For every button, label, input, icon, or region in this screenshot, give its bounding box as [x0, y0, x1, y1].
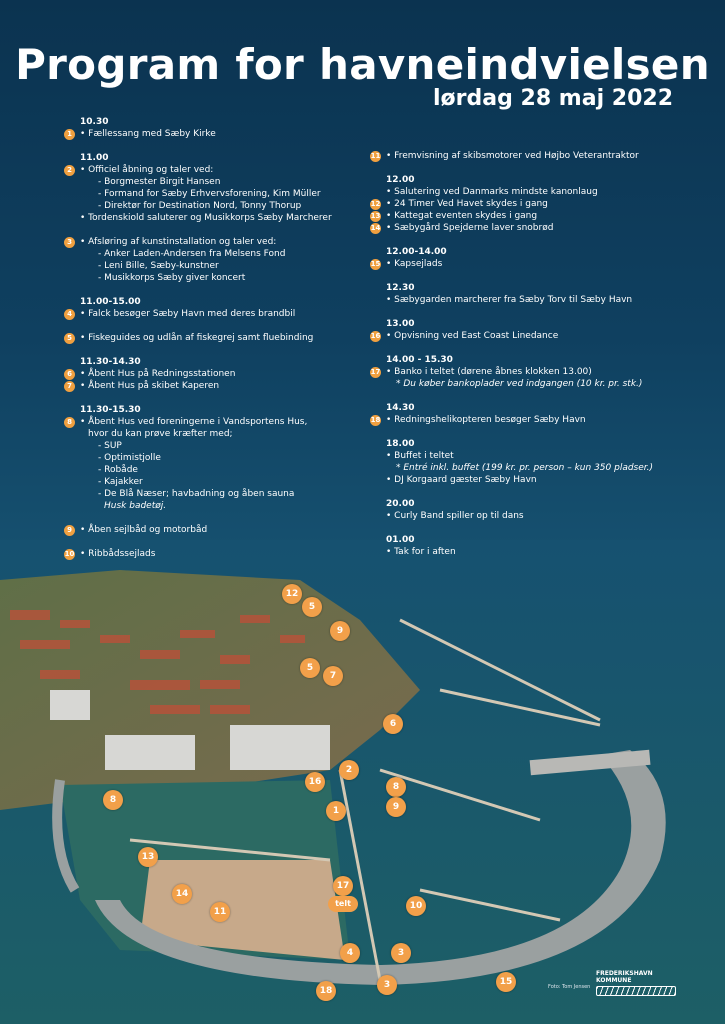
- program-block: [370, 438, 690, 486]
- speaker: - Anker Laden-Andersen fra Melsens Fond: [98, 249, 286, 259]
- event-row: [370, 258, 690, 270]
- event-row: [370, 510, 690, 522]
- event-text: • Kattegat eventen skydes i gang: [386, 211, 538, 221]
- event-row: [370, 414, 690, 426]
- event-text: • Sæbygård Spejderne laver snobrød: [386, 223, 554, 233]
- number-badge: 9: [64, 525, 75, 536]
- number-badge: 11: [370, 151, 381, 160]
- map-marker: 3: [377, 975, 397, 995]
- program-block: [370, 174, 690, 234]
- number-badge: 12: [370, 199, 381, 208]
- event-time: 11.30-15.30: [80, 405, 141, 415]
- event-row: [370, 150, 690, 162]
- map-marker: 12: [282, 584, 302, 604]
- number-badge: 3: [64, 237, 75, 248]
- event-text: • Fællessang med Sæby Kirke: [80, 129, 216, 139]
- map-marker: 8: [103, 790, 123, 810]
- event-row: [370, 198, 690, 210]
- speaker: - Formand for Sæby Erhvervsforening, Kim Müller: [98, 189, 321, 199]
- number-badge: 18: [370, 415, 381, 424]
- program-block: [64, 548, 364, 560]
- speaker: - Direktør for Destination Nord, Tonny Thorup: [98, 201, 302, 211]
- event-text-continued: hvor du kan prøve kræfter med;: [88, 429, 233, 439]
- number-badge: 13: [370, 211, 381, 220]
- event-text: • Fremvisning af skibsmotorer ved Højbo Veterantraktor: [386, 151, 639, 161]
- event-text: • Åbent Hus ved foreningerne i Vandsportens Hus,: [80, 417, 308, 427]
- telt-label: telt: [328, 896, 358, 912]
- event-time: 11.00-15.00: [80, 297, 141, 307]
- map-marker: 18: [316, 981, 336, 1001]
- event-row: [64, 380, 364, 392]
- map-marker: 7: [323, 666, 343, 686]
- harbour-aerial-photo: [0, 540, 725, 1024]
- event-text: • Åben sejlbåd og motorbåd: [80, 525, 208, 535]
- event-text: • Sæbygarden marcherer fra Sæby Torv til Sæby Havn: [386, 295, 633, 305]
- program-block: [64, 296, 364, 320]
- event-row: [370, 186, 690, 198]
- activity: - SUP: [98, 441, 122, 451]
- activity: - Optimistjolle: [98, 453, 161, 463]
- logo-text: FREDERIKSHAVN KOMMUNE: [596, 970, 653, 984]
- number-badge: 14: [370, 223, 381, 232]
- event-text: • Kapsejlads: [386, 259, 443, 269]
- number-badge: 7: [64, 381, 75, 392]
- event-row: [370, 546, 690, 558]
- number-badge: 4: [64, 309, 75, 320]
- number-badge: 2: [64, 165, 75, 176]
- event-row: [64, 164, 364, 176]
- event-row: [64, 416, 364, 428]
- event-row: [64, 128, 364, 140]
- activity: - Robåde: [98, 465, 138, 475]
- event-row: [370, 210, 690, 222]
- event-text: • Salutering ved Danmarks mindste kanonlaug: [386, 187, 598, 197]
- number-badge: 10: [64, 549, 75, 558]
- program-block: [370, 246, 690, 270]
- program-right-column: [370, 150, 690, 570]
- event-row: [64, 236, 364, 248]
- map-marker: 10: [406, 896, 426, 916]
- program-left-column: [64, 116, 364, 572]
- event-note: Husk badetøj.: [104, 501, 167, 511]
- number-badge: 16: [370, 331, 381, 340]
- event-time: 20.00: [386, 499, 415, 509]
- program-block: [64, 332, 364, 344]
- event-text: • Afsløring af kunstinstallation og taler ved:: [80, 237, 277, 247]
- event-text: • DJ Korgaard gæster Sæby Havn: [386, 475, 537, 485]
- map-marker: 1: [326, 801, 346, 821]
- event-row: [64, 308, 364, 320]
- program-block: [64, 404, 364, 512]
- event-row: [64, 368, 364, 380]
- activity: - Kajakker: [98, 477, 143, 487]
- event-row: [64, 332, 364, 344]
- event-row: [370, 450, 690, 462]
- map-marker: 8: [386, 777, 406, 797]
- event-note: * Entré inkl. buffet (199 kr. pr. person – kun 350 pladser.): [396, 463, 654, 473]
- event-row: [370, 366, 690, 378]
- event-time: 11.00: [80, 153, 109, 163]
- map-marker: 14: [172, 884, 192, 904]
- map-marker: 2: [339, 760, 359, 780]
- event-row: [64, 524, 364, 536]
- event-text: • Curly Band spiller op til dans: [386, 511, 524, 521]
- number-badge: 1: [64, 129, 75, 140]
- event-time: 12.30: [386, 283, 415, 293]
- event-text: • 24 Timer Ved Havet skydes i gang: [386, 199, 548, 209]
- event-time: 14.00 - 15.30: [386, 355, 453, 365]
- map-marker: 15: [496, 972, 516, 992]
- number-badge: 17: [370, 367, 381, 376]
- speaker: - Leni Bille, Sæby-kunstner: [98, 261, 219, 271]
- speaker: - Borgmester Birgit Hansen: [98, 177, 221, 187]
- event-row: [370, 222, 690, 234]
- page-subtitle: lørdag 28 maj 2022: [433, 86, 673, 111]
- event-time: 18.00: [386, 439, 415, 449]
- event-time: 13.00: [386, 319, 415, 329]
- program-block: [64, 236, 364, 284]
- event-row: [64, 548, 364, 560]
- map-marker: 9: [330, 621, 350, 641]
- event-row: [370, 294, 690, 306]
- map-marker: 5: [302, 597, 322, 617]
- map-marker: 11: [210, 902, 230, 922]
- event-row: [370, 474, 690, 486]
- event-text: • Opvisning ved East Coast Linedance: [386, 331, 559, 341]
- event-text: • Åbent Hus på skibet Kaperen: [80, 381, 220, 391]
- speaker: - Musikkorps Sæby giver koncert: [98, 273, 246, 283]
- municipality-logo: [596, 970, 676, 996]
- page-title: Program for havneindvielsen: [15, 40, 710, 89]
- event-text: • Redningshelikopteren besøger Sæby Havn: [386, 415, 586, 425]
- event-time: 11.30-14.30: [80, 357, 141, 367]
- event-row: [370, 330, 690, 342]
- map-marker: 16: [305, 772, 325, 792]
- program-block: [370, 498, 690, 522]
- program-block: [370, 402, 690, 426]
- program-block: [64, 152, 364, 224]
- event-text: • Tak for i aften: [386, 547, 456, 557]
- map-marker: 17: [333, 876, 353, 896]
- event-text: • Åbent Hus på Redningsstationen: [80, 369, 236, 379]
- number-badge: 6: [64, 369, 75, 380]
- event-text: • Fiskeguides og udlån af fiskegrej samt fluebinding: [80, 333, 314, 343]
- event-note: * Du køber bankoplader ved indgangen (10 kr. pr. stk.): [396, 379, 643, 389]
- event-text: • Ribbådssejlads: [80, 549, 156, 559]
- program-block: [64, 524, 364, 536]
- number-badge: 5: [64, 333, 75, 344]
- event-row: [64, 212, 364, 224]
- program-block: [370, 534, 690, 558]
- event-time: 12.00-14.00: [386, 247, 447, 257]
- map-marker: 4: [340, 943, 360, 963]
- logo-waves-icon: [596, 986, 676, 996]
- number-badge: 15: [370, 259, 381, 268]
- program-block: [64, 116, 364, 140]
- event-time: 01.00: [386, 535, 415, 545]
- program-block: [64, 356, 364, 392]
- map-marker: 5: [300, 658, 320, 678]
- map-marker: 6: [383, 714, 403, 734]
- number-badge: 8: [64, 417, 75, 428]
- event-text: • Banko i teltet (dørene åbnes klokken 13.00): [386, 367, 592, 377]
- event-text: • Falck besøger Sæby Havn med deres brandbil: [80, 309, 296, 319]
- activity: - De Blå Næser; havbadning og åben sauna: [98, 489, 295, 499]
- map-marker: 3: [391, 943, 411, 963]
- map-marker: 13: [138, 847, 158, 867]
- program-block: [370, 354, 690, 390]
- event-text: • Buffet i teltet: [386, 451, 454, 461]
- program-block: [370, 150, 690, 162]
- program-block: [370, 318, 690, 342]
- event-text: • Tordenskiold saluterer og Musikkorps Sæby Marcherer: [80, 213, 332, 223]
- program-block: [370, 282, 690, 306]
- map-marker: 9: [386, 797, 406, 817]
- event-text: • Officiel åbning og taler ved:: [80, 165, 214, 175]
- event-time: 12.00: [386, 175, 415, 185]
- event-time: 14.30: [386, 403, 415, 413]
- event-time: 10.30: [80, 117, 109, 127]
- photo-credit: Foto: Tom Jensen: [548, 984, 591, 990]
